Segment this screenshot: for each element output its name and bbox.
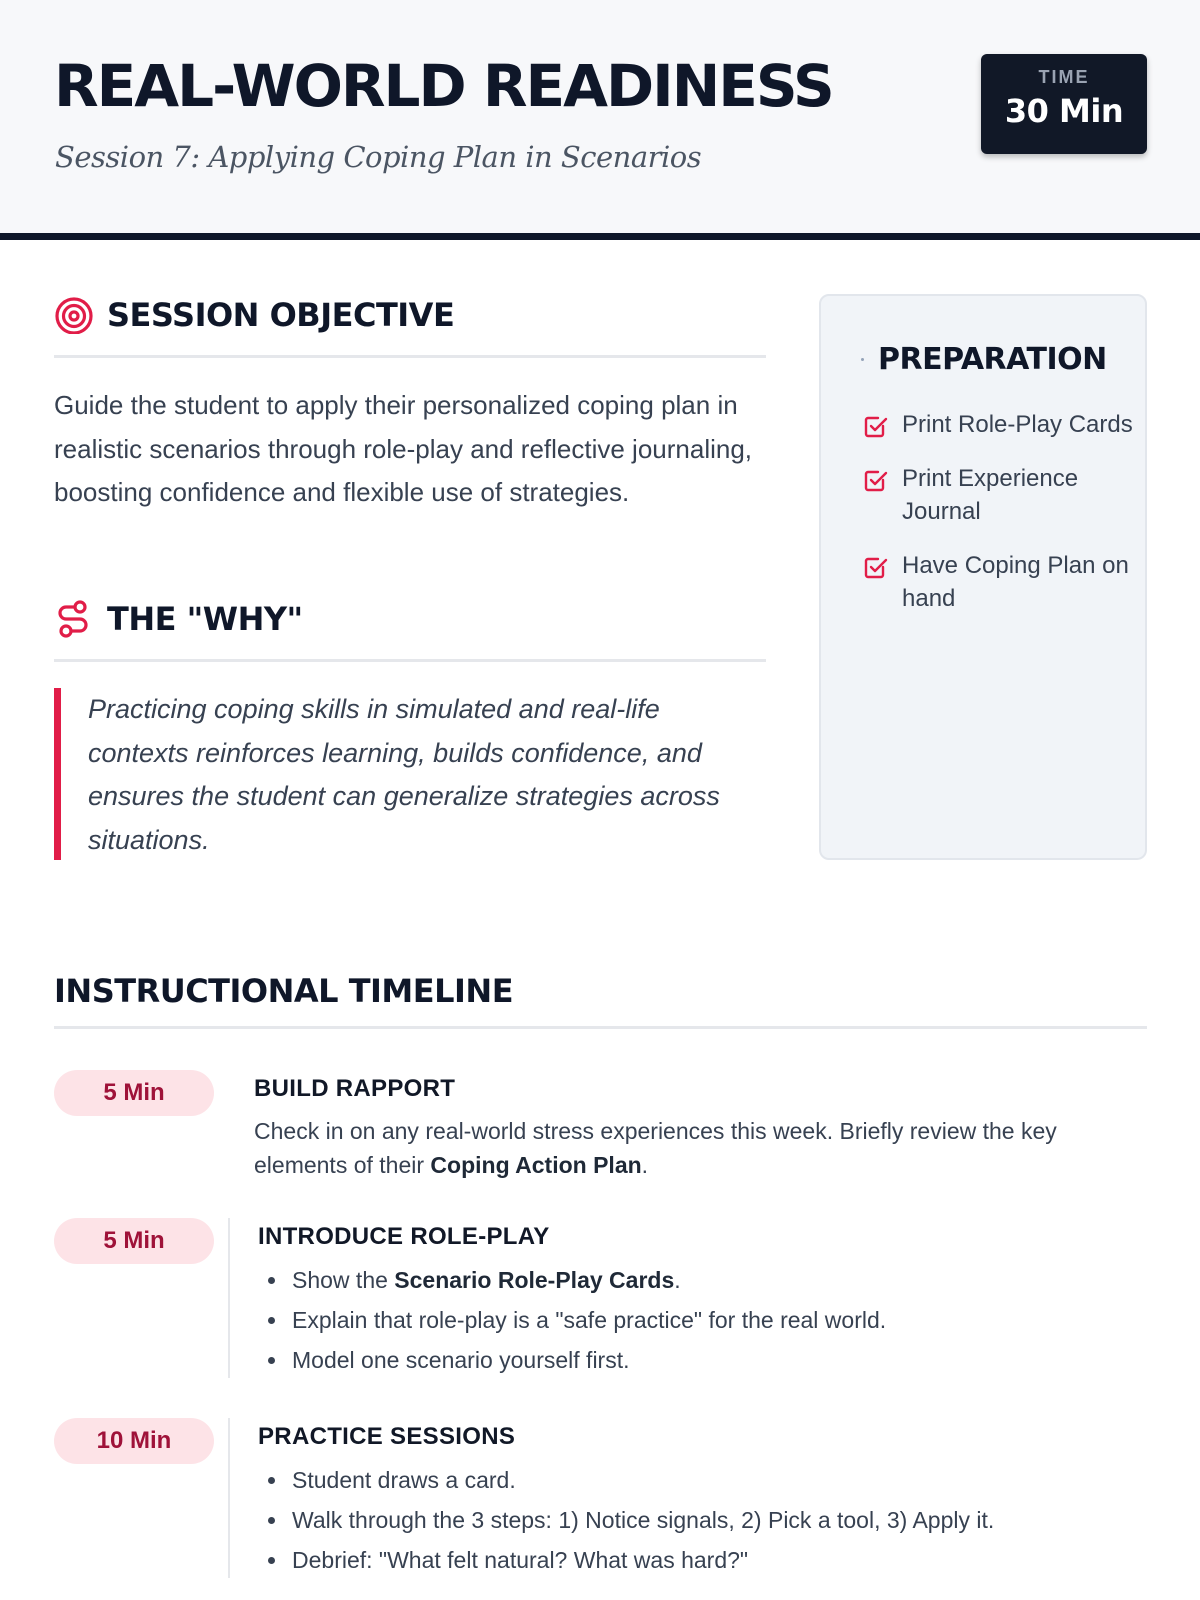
list-item	[264, 1340, 1128, 1380]
objective-text: Guide the student to apply their personalized coping plan in realistic scenarios through role-play and reflective journaling, boosting confidence and flexible use of strategies.	[54, 390, 753, 507]
timeline-step-body	[228, 1218, 1128, 1378]
time-badge	[981, 54, 1147, 154]
list-item-text: Student draws a card.	[292, 1467, 516, 1493]
list-item-text: Explain that role-play is a "safe practice" for the real world.	[292, 1307, 887, 1333]
preparation-panel	[819, 294, 1147, 860]
step-desc-text: .	[641, 1152, 649, 1178]
why-heading-label: THE "WHY"	[107, 600, 303, 638]
step-desc-text: Check in on any real-world stress experiences this week. Briefly review the key elements of their	[254, 1118, 1057, 1178]
timeline-step-body	[228, 1418, 1128, 1578]
list-item	[264, 1260, 1128, 1300]
timeline-step-list	[230, 1460, 1128, 1580]
preparation-item	[863, 462, 1133, 528]
step-desc-emphasis: Coping Action Plan	[430, 1152, 642, 1178]
timeline-heading: INSTRUCTIONAL TIMELINE	[54, 972, 514, 1010]
list-item	[264, 1460, 1128, 1500]
list-item-text: Model one scenario yourself first.	[292, 1347, 630, 1373]
preparation-bullet-icon	[861, 358, 864, 361]
objective-heading-label: SESSION OBJECTIVE	[107, 296, 455, 334]
time-value: 30 Min	[1004, 92, 1124, 130]
preparation-heading: PREPARATION	[878, 342, 1107, 377]
list-item-text: Walk through the 3 steps: 1) Notice signals, 2) Pick a tool, 3) Apply it.	[292, 1507, 995, 1533]
list-item	[264, 1540, 1128, 1580]
route-icon	[54, 598, 94, 638]
duration-badge: 10 Min	[54, 1418, 214, 1464]
checkbox-checked-icon	[863, 414, 889, 440]
page-subtitle: Session 7: Applying Coping Plan in Scenarios	[55, 140, 702, 174]
duration-badge: 5 Min	[54, 1070, 214, 1116]
checkbox-checked-icon	[863, 468, 889, 494]
duration-badge: 5 Min	[54, 1218, 214, 1264]
time-label: TIME	[1038, 67, 1090, 87]
timeline-step-title: PRACTICE SESSIONS	[258, 1423, 516, 1450]
preparation-item-label: Have Coping Plan on hand	[902, 552, 1129, 612]
list-item-text: Show the	[292, 1267, 395, 1293]
timeline-step-body	[254, 1074, 1154, 1182]
preparation-item-label: Print Role-Play Cards	[902, 411, 1133, 438]
preparation-item	[863, 549, 1133, 615]
timeline-divider	[54, 1026, 1147, 1029]
target-icon	[54, 294, 94, 334]
list-item	[264, 1500, 1128, 1540]
page-header	[0, 0, 1200, 240]
why-quote: Practicing coping skills in simulated and real-life contexts reinforces learning, builds confidence, and ensures the student can generalize strategies across situations.	[54, 688, 766, 860]
list-item-text: .	[674, 1267, 681, 1293]
preparation-list	[863, 408, 1133, 636]
timeline-step-title: BUILD RAPPORT	[254, 1075, 456, 1102]
list-item-text: Debrief: "What felt natural? What was hard?"	[292, 1547, 749, 1573]
why-heading	[54, 598, 766, 662]
timeline-step-description	[254, 1114, 1144, 1182]
page-title: REAL-WORLD READINESS	[54, 52, 833, 120]
list-item-emphasis: Scenario Role-Play Cards	[394, 1267, 675, 1293]
timeline-step-list	[230, 1260, 1128, 1380]
objective-heading	[54, 294, 766, 358]
preparation-item	[863, 408, 1133, 441]
timeline-step-title: INTRODUCE ROLE-PLAY	[258, 1223, 550, 1250]
preparation-item-label: Print Experience Journal	[902, 465, 1079, 525]
list-item	[264, 1300, 1128, 1340]
checkbox-checked-icon	[863, 555, 889, 581]
